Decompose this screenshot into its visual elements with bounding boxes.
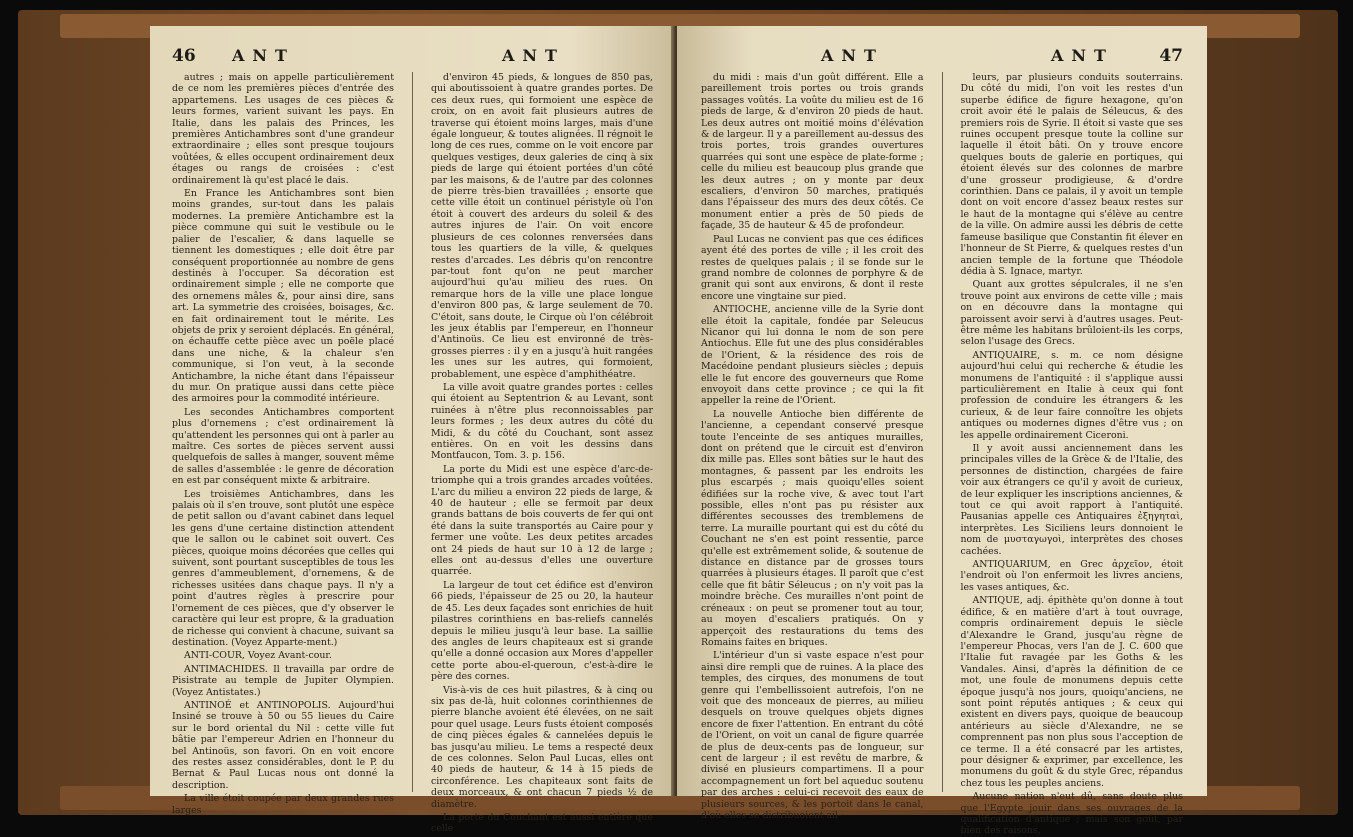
left-page: [150, 26, 675, 835]
left-head-title-1: ANT: [232, 46, 295, 65]
paragraph: du midi : mais d'un goût différent. Elle a pareillement trois portes ou trois grands passages voûtés. La voûte du milieu est de 16 pieds de large, & d'environ 20 pieds de haut. Les deux autres ont moitié moins d'élévation & de largeur. Il y a pareillement au-dessus des trois portes, trois grandes ouvertures quarrées qui sont une espèce de plate-forme ; celle du milieu est beaucoup plus grande que les deux autres ; on y monte par deux escaliers, d'environ 50 marches, pratiqués dans l'épaisseur des murs des deux côtés. Ce monument entier a près de 50 pieds de façade, 35 de hauteur & 45 de profondeur.: [701, 72, 924, 232]
column-rule: [942, 72, 943, 792]
paragraph: En France les Antichambres sont bien moins grandes, sur-tout dans les palais modernes. La première Antichambre est la pièce commune qui suit le vestibule ou le palier de l'escalier, & dans laquelle se tiennent les domestiques ; elle doit être par conséquent proportionnée au nombre de gens destinés à l'occuper. Sa décoration est ordinairement simple ; elle ne comporte que des ornemens mâles &, pour ainsi dire, sans art. La symmetrie des croisées, boisages, &c. en fait ordinairement tout le mérite. Les objets de prix y seroient déplacés. En général, on échauffe cette pièce avec un poële placé dans une niche, & la chaleur s'en communique, si l'on veut, à la seconde Antichambre, la niche étant dans l'épaisseur du mur. On pratique aussi dans cette pièce des armoires pour la commodité intérieure.: [172, 188, 394, 405]
paragraph: L'intérieur d'un si vaste espace n'est pour ainsi dire rempli que de ruines. A la place des temples, des cirques, des monumens de tout genre qui l'embellissoient autrefois, l'on ne voit que des monceaux de pierres, au milieu desquels on trouve quelques objets dignes encore de fixer l'attention. En entrant du côté de l'Orient, on voit un canal de figure quarrée de plus de deux-cents pas de longueur, sur cent de largeur ; il est revêtu de marbre, & divisé en plusieurs compartimens. Il a pour accompagnement un fort bel aqueduc soutenu par des arches : celui-ci recevoit des eaux de plusieurs sources, & les portoit dans le canal, d'où elles se distribuoient ail-: [701, 650, 924, 821]
paragraph: La largeur de tout cet édifice est d'environ 66 pieds, l'épaisseur de 25 ou 20, la hauteur de 45. Les deux façades sont enrichies de huit pilastres corinthiens en bas-reliefs cannelés depuis le milieu jusqu'à leur base. La saillie des angles de leurs chapiteaux est si grande qu'elle a donné occasion aux Mores d'appeller cette porte abou-el-queroun, c'est-à-dire le père des cornes.: [431, 579, 653, 683]
right-head-title-1: ANT: [821, 46, 884, 65]
left-column-2: [431, 72, 653, 835]
paragraph: autres ; mais on appelle particulièrement de ce nom les premières pièces d'entrée des appartemens. Les usages de ces pièces & leurs formes, varient suivant les pays. En Italie, dans les palais des Princes, les premières Antichambres sont d'une grandeur extraordinaire ; elles sont presque toujours voûtées, & elles occupent ordinairement deux étages ou rangs de croisées : c'est ordinairement là qu'est placé le dais.: [172, 72, 394, 186]
paragraph: ANTIQUARIUM, en Grec ἀρχεῖον, étoit l'endroit où l'on enfermoit les livres anciens, les vases antiques, &c.: [960, 559, 1183, 593]
paragraph: La ville avoit quatre grandes portes : celles qui étoient au Septentrion & au Levant, sont ruinées à n'être plus reconnoissables par leurs formes ; les deux autres du côté du Midi, & du côté du Couchant, sont assez entières. On en voit les dessins dans Montfaucon, Tom. 3. p. 156.: [431, 381, 653, 462]
paragraph: ANTIMACHIDES. Il travailla par ordre de Pisistrate au temple de Jupiter Olympien. (Voyez Antistates.): [172, 663, 394, 698]
right-page: [677, 26, 1207, 837]
paragraph: ANTIOCHE, ancienne ville de la Syrie dont elle étoit la capitale, fondée par Seleucus Nicanor qui lui donna le nom de son pere Antiochus. Elle fut une des plus considérables de l'Orient, & la résidence des rois de Macédoine pendant plusieurs siècles ; depuis elle le fut encore des gouverneurs que Rome envoyoit dans cette province ; ce qui la fit appeller la reine de l'Orient.: [701, 304, 924, 407]
paragraph: Vis-à-vis de ces huit pilastres, & à cinq ou six pas de-là, huit colonnes corinthiennes de pierre blanche avoient été élevées, on ne sait pour quel usage. Leurs fusts étoient composés de cinq pièces égales & cannelées depuis le bas jusqu'au milieu. Le tems a respecté deux de ces colonnes. Selon Paul Lucas, elles ont 40 pieds de hauteur, & 14 à 15 pieds de circonférence. Les chapiteaux sont faits de deux morceaux, & ont chacun 7 pieds ½ de diamètre.: [431, 684, 653, 810]
paragraph: Les troisièmes Antichambres, dans les palais où il s'en trouve, sont plutôt une espèce de petit sallon ou d'avant cabinet dans lequel les gens d'une certaine distinction attendent que le sallon ou le cabinet soit ouvert. Ces pièces, quoique moins décorées que celles qui suivent, sont pourtant susceptibles de tous les genres d'ammeublement, d'ornemens, & de richesses usitées dans chaque pays. Il n'y a point d'autres règles à prescrire pour l'ornement de ces pièces, que d'y observer le caractère qui leur est propre, & la graduation de richesse qui convient à chacune, suivant sa destination. (Voyez Apparte-ment.): [172, 488, 394, 648]
left-page-number: 46: [172, 46, 196, 66]
right-column-2: [960, 72, 1184, 837]
right-head-title-2: ANT: [1051, 46, 1114, 65]
paragraph: La nouvelle Antioche bien différente de l'ancienne, a cependant conservé presque toute l'enceinte de ses antiques murailles, dont on prétend que le circuit est d'environ dix mille pas. Elles sont bâties sur le haut des montagnes, & passent par les endroits les plus escarpés ; mais quoiqu'elles soient édifiées sur la roche vive, & avec tout l'art possible, elles n'ont pas pu résister aux différentes secousses des tremblemens de terre. La muraille pourtant qui est du côté du Couchant ne s'en est point ressentie, parce qu'elle est extrêmement solide, & soutenue de distance en distance par de grosses tours quarrées à plusieurs étages. Il paroît que c'est celle que fit bâtir Séleucus ; on n'y voit pas la moindre brèche. Ces murailles n'ont point de créneaux : on peut se promener tout au tour, au moyen d'escaliers pratiqués. On y apperçoit des restaurations du tems des Romains faites en briques.: [701, 408, 924, 648]
right-running-head: [701, 46, 1183, 72]
right-column-1: [701, 72, 924, 821]
right-page-number: 47: [1159, 46, 1183, 66]
paragraph: leurs, par plusieurs conduits souterrains. Du côté du midi, l'on voit les restes d'un superbe édifice de figure hexagone, qu'on croit avoir été le palais de Séleucus, & des premiers rois de Syrie. Il étoit si vaste que ses ruines occupent presque toute la colline sur laquelle il étoit bâti. On y trouve encore quelques bouts de galerie en portiques, qui étoient élevés sur des colonnes de marbre d'une grosseur prodigieuse, & d'ordre corinthien. Dans ce palais, il y avoit un temple dont on voit encore d'assez beaux restes sur le haut de la montagne qui s'élève au centre de la ville. On admire aussi les débris de cette fameuse basilique que Constantin fit élever en l'honneur de St Pierre, & quelques restes d'un ancien temple de la fortune que Théodole dédia à S. Ignace, martyr.: [960, 72, 1183, 277]
paragraph: La porte du Couchant est aussi entière que celle: [431, 812, 653, 835]
paragraph: Aucune nation n'eut dû, sans doute plus que l'Egypte jouir dans ses ouvrages de la qualification d'antique ; mais son goût, par bien des raisons,: [960, 791, 1183, 837]
right-columns: [701, 72, 1183, 837]
paragraph: ANTIQUE, adj. épithète qu'on donne à tout édifice, & en matière d'art à tout ouvrage, compris ordinairement depuis le siècle d'Alexandre le Grand, jusqu'au règne de l'empereur Phocas, vers l'an de J. C. 600 que l'Italie fut ravagée par les Goths & les Vandales. Ainsi, d'après la définition de ce mot, une foule de monumens depuis cette époque jusqu'à nos jours, quoiqu'anciens, ne sont point réputés antiques ; & ceux qui existent en divers pays, quoique de beaucoup antérieurs au siècle d'Alexandre, ne se comprennent pas non plus sous l'acception de ce terme. Il a été consacré par les artistes, pour désigner & exprimer, par excellence, les monumens du goût & du style Grec, répandus chez tous les peuples anciens.: [960, 595, 1183, 789]
paragraph: ANTI-COUR, Voyez Avant-cour.: [184, 650, 332, 662]
paragraph: Il y avoit aussi anciennement dans les principales villes de la Grèce & de l'Italie, des personnes de distinction, chargées de faire voir aux étrangers ce qu'il y avoit de curieux, de leur expliquer les inscriptions anciennes, & tout ce qui avoit rapport à l'antiquité. Pausanias appelle ces Antiquaires ἐξηγηταὶ, interprètes. Les Siciliens leurs donnoient le nom de μυσταγωγοὶ, interprètes des choses cachées.: [960, 443, 1183, 557]
left-column-1: [172, 72, 394, 816]
column-rule: [412, 72, 413, 792]
paragraph: ANTINOÉ et ANTINOPOLIS. Aujourd'hui Insiné se trouve à 50 ou 55 lieues du Caire sur le bord oriental du Nil : cette ville fut bâtie par l'empereur Adrien en l'honneur du bel Antinoüs, son favori. On en voit encore des restes assez considérables, dont le P. du Bernat & Paul Lucas nous ont donné la description.: [172, 699, 394, 791]
left-columns: [172, 72, 653, 835]
paragraph: La ville étoit coupée par deux grandes rues larges: [172, 793, 394, 816]
paragraph: ANTIQUAIRE, s. m. ce nom désigne aujourd'hui celui qui recherche & étudie les monumens de l'antiquité : il s'applique aussi particulièrement en Italie à ceux qui font profession de conduire les étrangers & les curieux, & de leur faire connoître les objets antiques ou modernes dignes d'être vus ; on les appelle ordinairement Ciceroni.: [960, 349, 1183, 441]
paragraph: Paul Lucas ne convient pas que ces édifices ayent été des portes de ville ; il les croit des restes de quelques palais ; il se fonde sur le grand nombre de colonnes de porphyre & de granit qui sont aux environs, & dont il reste encore une vingtaine sur pied.: [701, 233, 924, 302]
left-head-title-2: ANT: [502, 46, 565, 65]
paragraph: d'environ 45 pieds, & longues de 850 pas, qui aboutissoient à quatre grandes portes. De ces deux rues, qui formoient une espèce de croix, on en avoit fait plusieurs autres de traverse qui étoient moins larges, mais d'une égale longueur, & toutes alignées. Il régnoit le long de ces rues, comme on le voit encore par quelques vestiges, deux galeries de cinq à six pieds de large qui étoient portées d'un côté par les maisons, & de l'autre par des colonnes de pierre très-bien travaillées ; ensorte que cette ville étoit un continuel péristyle où l'on étoit à couvert des ardeurs du soleil & des autres injures de l'air. On voit encore plusieurs de ces colonnes renversées dans tous les quartiers de la ville, & quelques restes d'arcades. Les débris qu'on rencontre par-tout font qu'on ne peut marcher aujourd'hui qu'au milieu des rues. On remarque hors de la ville une place longue d'environ 800 pas, & large seulement de 70. C'étoit, sans doute, le Cirque où l'on célébroit les jeux établis par l'empereur, en l'honneur d'Antinoüs. Ce lieu est environné de très-grosses pierres : il y en a jusqu'à huit rangées les unes sur les autres, qui formoient, probablement, une espèce d'amphithéatre.: [431, 72, 653, 380]
paragraph: Quant aux grottes sépulcrales, il ne s'en trouve point aux environs de cette ville ; mais on en découvre dans la montagne qui paroissent avoir servi à d'autres usages. Peut-être même les habitans brûloient-ils les corps, selon l'usage des Grecs.: [960, 279, 1183, 348]
left-running-head: [172, 46, 653, 72]
paragraph: La porte du Midi est une espèce d'arc-de-triomphe qui a trois grandes arcades voûtées. L'arc du milieu a environ 22 pieds de large, & 40 de hauteur ; elle se fermoit par deux grands battans de bois couverts de fer qui ont été dans la suite transportés au Caire pour y fermer une voûte. Les deux petites arcades ont 24 pieds de haut sur 10 à 12 de large ; elles ont au-dessus d'elles une ouverture quarrée.: [431, 463, 653, 578]
paragraph: Les secondes Antichambres comportent plus d'ornemens ; c'est ordinairement là qu'attendent les personnes qui ont à parler au maître. Ces sortes de pièces servent aussi quelquefois de salles à manger, souvent même de salles d'assemblée : le genre de décoration en est par conséquent mixte & arbitraire.: [172, 406, 394, 487]
